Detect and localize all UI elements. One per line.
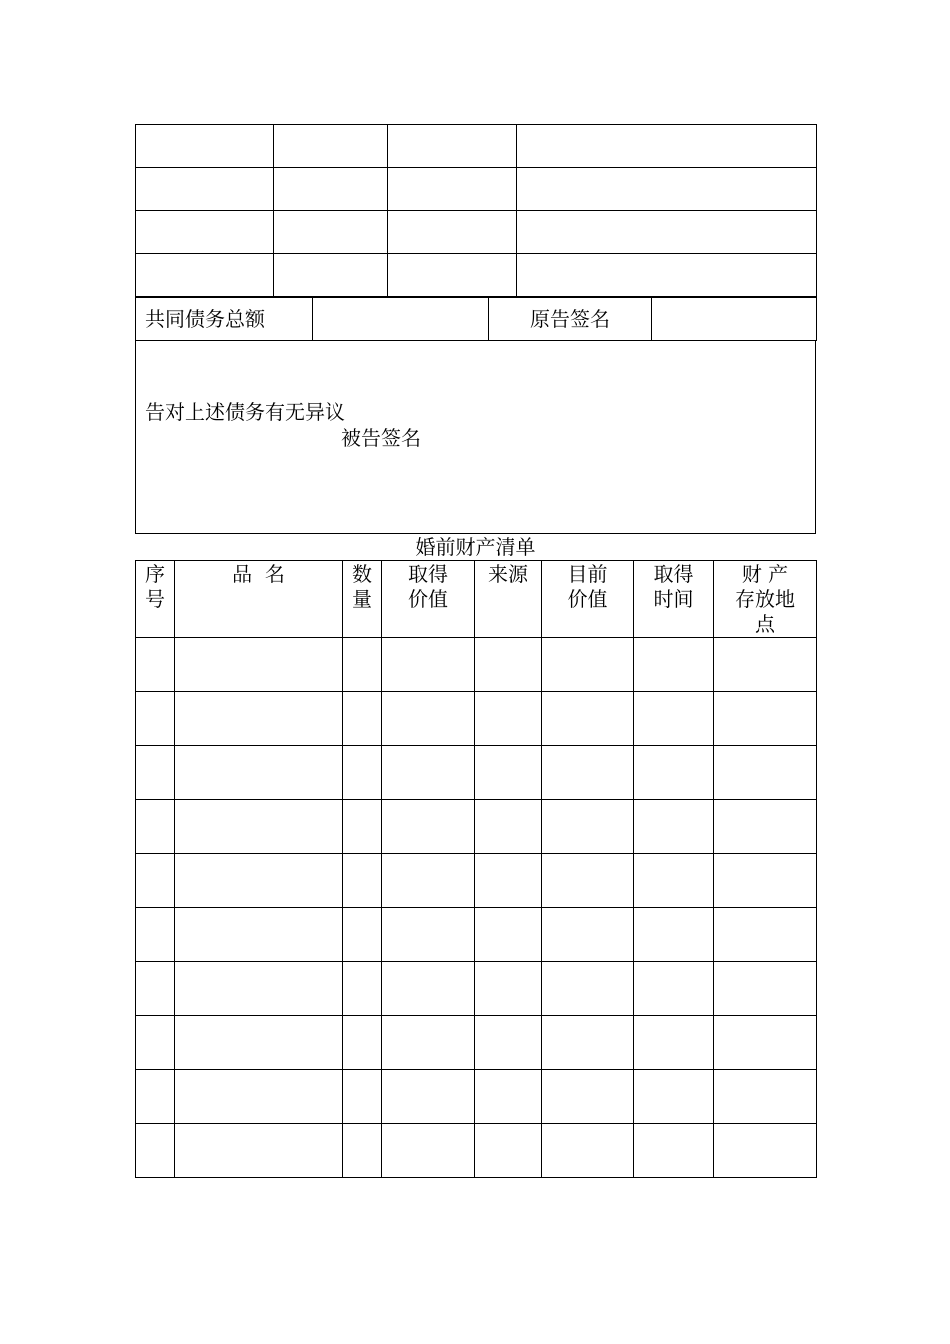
header-serial: 序 号 — [136, 561, 175, 638]
header-storage-location: 财 产 存放地 点 — [714, 561, 817, 638]
header-acquired-time: 取得 时间 — [634, 561, 714, 638]
asset-row — [136, 1070, 817, 1124]
debt-row — [136, 168, 817, 211]
asset-row-cell[interactable] — [175, 800, 343, 854]
asset-row-cell[interactable] — [475, 1070, 542, 1124]
asset-row-cell[interactable] — [136, 962, 175, 1016]
debt-row-cell[interactable] — [517, 211, 817, 254]
asset-row — [136, 692, 817, 746]
defendant-signature-label: 被告签名 — [341, 426, 421, 450]
asset-row — [136, 746, 817, 800]
asset-row-cell[interactable] — [714, 1124, 817, 1178]
asset-row-cell[interactable] — [714, 854, 817, 908]
asset-row-cell[interactable] — [343, 800, 382, 854]
asset-row-cell[interactable] — [542, 1070, 634, 1124]
asset-row-cell[interactable] — [542, 692, 634, 746]
debt-row-cell[interactable] — [136, 254, 274, 297]
asset-row-cell[interactable] — [475, 800, 542, 854]
asset-row-cell[interactable] — [175, 1124, 343, 1178]
asset-row-cell[interactable] — [343, 746, 382, 800]
debt-row — [136, 211, 817, 254]
debt-row-cell[interactable] — [274, 211, 388, 254]
asset-row-cell[interactable] — [634, 1016, 714, 1070]
asset-row-cell[interactable] — [475, 1124, 542, 1178]
header-acquired-value: 取得 价值 — [382, 561, 475, 638]
debt-row-cell[interactable] — [136, 125, 274, 168]
asset-row-cell[interactable] — [475, 638, 542, 692]
debt-row-cell[interactable] — [388, 211, 517, 254]
asset-row-cell[interactable] — [475, 854, 542, 908]
header-quantity: 数 量 — [343, 561, 382, 638]
header-source: 来源 — [475, 561, 542, 638]
asset-row-cell[interactable] — [634, 746, 714, 800]
debt-row-cell[interactable] — [274, 125, 388, 168]
total-debt-label: 共同债务总额 — [136, 298, 313, 341]
asset-row — [136, 1016, 817, 1070]
asset-row-cell[interactable] — [475, 746, 542, 800]
debt-row-cell[interactable] — [388, 125, 517, 168]
asset-row-cell[interactable] — [634, 1124, 714, 1178]
asset-row-cell[interactable] — [542, 1016, 634, 1070]
asset-row-cell[interactable] — [343, 1070, 382, 1124]
asset-row-cell[interactable] — [542, 962, 634, 1016]
asset-row-cell[interactable] — [714, 1070, 817, 1124]
asset-table-header — [136, 561, 817, 638]
asset-row-cell[interactable] — [175, 854, 343, 908]
asset-row-cell[interactable] — [714, 962, 817, 1016]
asset-row-cell[interactable] — [382, 1070, 475, 1124]
asset-row-cell[interactable] — [175, 908, 343, 962]
asset-row — [136, 962, 817, 1016]
objection-box[interactable] — [135, 340, 816, 534]
asset-list-title: 婚前财产清单 — [415, 535, 536, 559]
debt-row-cell[interactable] — [136, 211, 274, 254]
asset-table — [135, 560, 817, 1178]
debt-row-cell[interactable] — [274, 168, 388, 211]
asset-row-cell[interactable] — [136, 854, 175, 908]
asset-row-cell[interactable] — [542, 854, 634, 908]
asset-row-cell[interactable] — [343, 692, 382, 746]
total-debt-field[interactable] — [313, 298, 489, 341]
header-item-name: 品 名 — [175, 561, 343, 638]
debt-row-cell[interactable] — [274, 254, 388, 297]
debt-row-cell[interactable] — [517, 125, 817, 168]
asset-row-cell[interactable] — [175, 638, 343, 692]
plaintiff-signature-field[interactable] — [652, 298, 817, 341]
asset-row-cell[interactable] — [634, 962, 714, 1016]
asset-row-cell[interactable] — [542, 638, 634, 692]
asset-row — [136, 908, 817, 962]
asset-row-cell[interactable] — [542, 1124, 634, 1178]
asset-row-cell[interactable] — [136, 800, 175, 854]
asset-row-cell[interactable] — [634, 638, 714, 692]
asset-row-cell[interactable] — [714, 1016, 817, 1070]
asset-row-cell[interactable] — [382, 638, 475, 692]
debt-row — [136, 125, 817, 168]
asset-row-cell[interactable] — [542, 908, 634, 962]
asset-row-cell[interactable] — [175, 1070, 343, 1124]
asset-row-cell[interactable] — [382, 908, 475, 962]
asset-row-cell[interactable] — [714, 908, 817, 962]
asset-row-cell[interactable] — [634, 800, 714, 854]
debt-row-cell[interactable] — [388, 168, 517, 211]
asset-row-cell[interactable] — [343, 854, 382, 908]
asset-row-cell[interactable] — [634, 692, 714, 746]
header-current-value: 目前 价值 — [542, 561, 634, 638]
asset-row-cell[interactable] — [634, 908, 714, 962]
asset-row — [136, 800, 817, 854]
objection-question: 告对上述债务有无异议 — [145, 400, 345, 424]
plaintiff-signature-label: 原告签名 — [489, 298, 652, 341]
asset-row-cell[interactable] — [542, 746, 634, 800]
debt-row — [136, 254, 817, 297]
asset-row-cell[interactable] — [382, 692, 475, 746]
asset-row-cell[interactable] — [175, 962, 343, 1016]
asset-row-cell[interactable] — [136, 1124, 175, 1178]
debt-row-cell[interactable] — [517, 168, 817, 211]
asset-row-cell[interactable] — [382, 1124, 475, 1178]
asset-row — [136, 854, 817, 908]
debt-row-cell[interactable] — [136, 168, 274, 211]
asset-row-cell[interactable] — [136, 1016, 175, 1070]
asset-row — [136, 1124, 817, 1178]
asset-row-cell[interactable] — [175, 1016, 343, 1070]
debt-table — [135, 124, 817, 297]
asset-row-cell[interactable] — [343, 1124, 382, 1178]
asset-row-cell[interactable] — [475, 1016, 542, 1070]
asset-row-cell[interactable] — [136, 1070, 175, 1124]
asset-row-cell[interactable] — [343, 908, 382, 962]
asset-row-cell[interactable] — [136, 692, 175, 746]
debt-row-cell[interactable] — [388, 254, 517, 297]
asset-row-cell[interactable] — [136, 746, 175, 800]
asset-row-cell[interactable] — [136, 908, 175, 962]
asset-row-cell[interactable] — [343, 962, 382, 1016]
asset-row-cell[interactable] — [343, 638, 382, 692]
asset-row-cell[interactable] — [136, 638, 175, 692]
debt-summary-row — [135, 297, 817, 341]
asset-row-cell[interactable] — [475, 962, 542, 1016]
asset-row-cell[interactable] — [382, 854, 475, 908]
asset-row-cell[interactable] — [714, 638, 817, 692]
asset-row-cell[interactable] — [714, 692, 817, 746]
asset-row-cell[interactable] — [634, 1070, 714, 1124]
asset-row — [136, 638, 817, 692]
debt-row-cell[interactable] — [517, 254, 817, 297]
asset-row-cell[interactable] — [382, 1016, 475, 1070]
asset-row-cell[interactable] — [382, 746, 475, 800]
asset-row-cell[interactable] — [382, 962, 475, 1016]
asset-row-cell[interactable] — [175, 746, 343, 800]
asset-row-cell[interactable] — [634, 854, 714, 908]
asset-row-cell[interactable] — [714, 746, 817, 800]
asset-row-cell[interactable] — [542, 800, 634, 854]
asset-row-cell[interactable] — [382, 800, 475, 854]
asset-row-cell[interactable] — [175, 692, 343, 746]
asset-row-cell[interactable] — [475, 908, 542, 962]
asset-row-cell[interactable] — [475, 692, 542, 746]
asset-row-cell[interactable] — [343, 1016, 382, 1070]
asset-row-cell[interactable] — [714, 800, 817, 854]
